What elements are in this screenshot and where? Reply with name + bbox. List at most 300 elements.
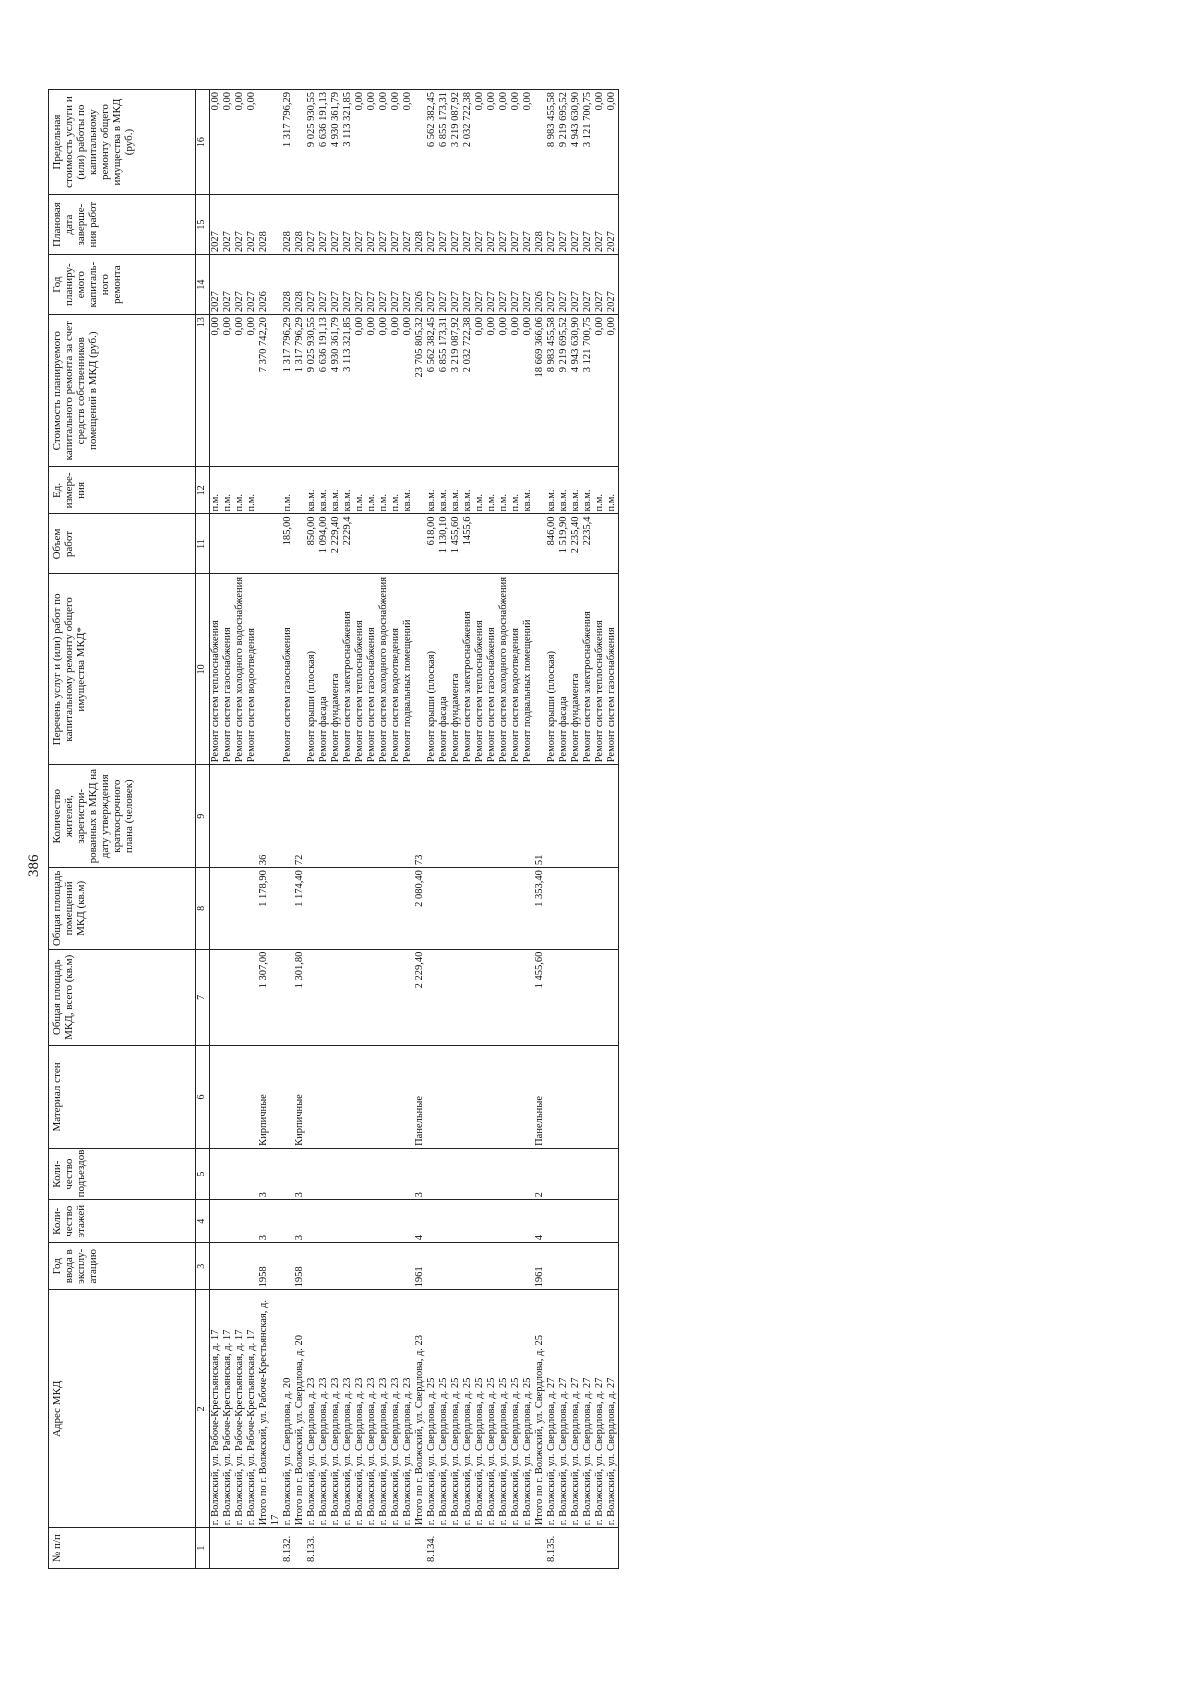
cell-col-11 [522,514,534,574]
cell-col-15: 2027 [306,195,318,255]
cell-col-12: п.м. [390,467,402,514]
cell-col-9 [246,765,258,868]
cell-col-3 [546,1243,558,1290]
cell-col-3 [306,1243,318,1290]
cell-col-12: п.м. [606,467,619,514]
cell-col-12 [534,467,546,514]
cell-col-14: 2027 [606,255,619,315]
page-number: 386 [26,854,42,877]
col-number: 8 [196,868,210,949]
cell-col-13: 0,00 [390,315,402,467]
cell-col-10: Ремонт систем газоснабжения [486,574,498,765]
cell-col-12: кв.м. [330,467,342,514]
cell-col-10: Ремонт подвальных помещений [402,574,414,765]
cell-col-13: 3 219 087,92 [450,315,462,467]
cell-col-12: п.м. [234,467,246,514]
cell-col-15: 2027 [570,195,582,255]
cell-col-14: 2028 [294,255,306,315]
cell-col-6 [438,1046,450,1149]
cell-col-15: 2027 [606,195,619,255]
cell-col-14: 2026 [534,255,546,315]
cell-col-1 [414,1528,426,1569]
cell-col-8 [330,868,342,949]
cell-col-10: Ремонт систем холодного водоснабжения [498,574,510,765]
cell-col-5 [438,1148,450,1199]
cell-col-9 [498,765,510,868]
cell-col-10: Ремонт систем холодного водоснабжения [234,574,246,765]
cell-col-13: 0,00 [474,315,486,467]
cell-col-12: кв.м. [426,467,438,514]
cell-col-8 [498,868,510,949]
cell-col-16: 6 562 382,45 [426,90,438,195]
cell-col-2: г. Волжский, ул. Рабоче-Крестьянская, д. 17 [246,1290,258,1528]
cell-col-14: 2026 [414,255,426,315]
cell-col-9 [594,765,606,868]
cell-col-3 [522,1243,534,1290]
cell-col-8 [234,868,246,949]
cell-col-1 [438,1528,450,1569]
cell-col-14: 2027 [390,255,402,315]
cell-col-7 [222,949,234,1045]
cell-col-9: 73 [414,765,426,868]
table-row [306,90,318,1569]
table-row [402,90,414,1569]
cell-col-4 [306,1200,318,1243]
cell-col-12: п.м. [210,467,223,514]
cell-col-14: 2027 [498,255,510,315]
cell-col-7 [210,949,223,1045]
cell-col-2: г. Волжский, ул. Свердлова, д. 23 [318,1290,330,1528]
cell-col-2: г. Волжский, ул. Свердлова, д. 23 [330,1290,342,1528]
table-row [510,90,522,1569]
cell-col-7 [522,949,534,1045]
cell-col-2: г. Волжский, ул. Свердлова, д. 25 [426,1290,438,1528]
cell-col-6 [498,1046,510,1149]
cell-col-15: 2027 [210,195,223,255]
cell-col-4 [282,1200,294,1243]
cell-col-14: 2027 [342,255,354,315]
cell-col-3 [426,1243,438,1290]
cell-col-13: 2 032 722,38 [462,315,474,467]
cell-col-1: 8.135. [546,1528,558,1569]
cell-col-8 [594,868,606,949]
cell-col-1 [510,1528,522,1569]
cell-col-10 [414,574,426,765]
cell-col-3 [606,1243,619,1290]
table-row [426,90,438,1569]
cell-col-10: Ремонт систем электроснабжения [462,574,474,765]
cell-col-14: 2027 [402,255,414,315]
cell-col-8 [510,868,522,949]
cell-col-5 [366,1148,378,1199]
table-row [462,90,474,1569]
cell-col-1 [462,1528,474,1569]
cell-col-16: 0,00 [510,90,522,195]
cell-col-15: 2027 [462,195,474,255]
cell-col-10: Ремонт фундамента [570,574,582,765]
cell-col-16: 0,00 [594,90,606,195]
cell-col-6 [546,1046,558,1149]
cell-col-9: 72 [294,765,306,868]
cell-col-3: 1961 [534,1243,546,1290]
cell-col-6 [246,1046,258,1149]
cell-col-8 [390,868,402,949]
cell-col-16: 1 317 796,29 [282,90,294,195]
col-header-15: Плановая дата заверше-ния работ [49,195,196,255]
cell-col-5 [390,1148,402,1199]
col-header-14: Год планиру-емого капиталь-ного ремонта [49,255,196,315]
cell-col-14: 2027 [546,255,558,315]
cell-col-11 [486,514,498,574]
cell-col-16: 6 855 173,31 [438,90,450,195]
cell-col-15: 2027 [486,195,498,255]
cell-col-10: Ремонт крыши (плоская) [306,574,318,765]
cell-col-12: кв.м. [582,467,594,514]
cell-col-5 [570,1148,582,1199]
cell-col-7 [582,949,594,1045]
cell-col-16: 3 113 321,85 [342,90,354,195]
cell-col-13: 0,00 [234,315,246,467]
cell-col-6 [462,1046,474,1149]
cell-col-14: 2027 [378,255,390,315]
cell-col-5 [234,1148,246,1199]
cell-col-3 [234,1243,246,1290]
cell-col-6 [594,1046,606,1149]
cell-col-15: 2027 [450,195,462,255]
col-number: 6 [196,1046,210,1149]
cell-col-12: п.м. [366,467,378,514]
col-header-11: Объем работ [49,514,196,574]
cell-col-2: г. Волжский, ул. Рабоче-Крестьянская, д. 17 [234,1290,246,1528]
cell-col-6: Кирпичные [294,1046,306,1149]
cell-col-10: Ремонт фундамента [450,574,462,765]
cell-col-16: 0,00 [474,90,486,195]
cell-col-14: 2027 [522,255,534,315]
cell-col-16: 0,00 [366,90,378,195]
cell-col-8 [606,868,619,949]
col-header-7: Общая площадь МКД, всего (кв.м) [49,949,196,1045]
col-number: 2 [196,1290,210,1528]
cell-col-6 [282,1046,294,1149]
cell-col-14: 2027 [594,255,606,315]
cell-col-12: п.м. [222,467,234,514]
col-number: 4 [196,1200,210,1243]
col-number: 10 [196,574,210,765]
cell-col-7 [546,949,558,1045]
cell-col-13: 0,00 [366,315,378,467]
table-row [246,90,258,1569]
cell-col-8 [342,868,354,949]
cell-col-10: Ремонт систем газоснабжения [282,574,294,765]
cell-col-8 [354,868,366,949]
cell-col-6: Кирпичные [258,1046,282,1149]
cell-col-2: г. Волжский, ул. Свердлова, д. 25 [522,1290,534,1528]
cell-col-16: 0,00 [246,90,258,195]
cell-col-1 [558,1528,570,1569]
table-row [522,90,534,1569]
cell-col-13: 1 317 796,29 [294,315,306,467]
table-row [486,90,498,1569]
table-row [318,90,330,1569]
cell-col-13: 0,00 [498,315,510,467]
cell-col-1 [210,1528,223,1569]
cell-col-11: 2229,4 [342,514,354,574]
cell-col-16: 0,00 [606,90,619,195]
cell-col-13: 6 562 382,45 [426,315,438,467]
cell-col-2: г. Волжский, ул. Свердлова, д. 20 [282,1290,294,1528]
cell-col-5 [486,1148,498,1199]
cell-col-1 [474,1528,486,1569]
cell-col-16: 0,00 [390,90,402,195]
cell-col-13: 0,00 [522,315,534,467]
cell-col-9 [546,765,558,868]
cell-col-16 [258,90,282,195]
cell-col-13: 6 636 191,13 [318,315,330,467]
col-header-8: Общая площадь помещений МКД (кв.м) [49,868,196,949]
cell-col-15: 2027 [222,195,234,255]
cell-col-3 [378,1243,390,1290]
cell-col-7 [594,949,606,1045]
cell-col-15: 2027 [546,195,558,255]
cell-col-12: кв.м. [402,467,414,514]
cell-col-1 [402,1528,414,1569]
cell-col-15: 2027 [582,195,594,255]
cell-col-15: 2027 [246,195,258,255]
cell-col-4 [210,1200,223,1243]
cell-col-2: г. Волжский, ул. Свердлова, д. 27 [582,1290,594,1528]
cell-col-5: 2 [534,1148,546,1199]
cell-col-11 [414,514,426,574]
cell-col-12: кв.м. [450,467,462,514]
cell-col-9 [366,765,378,868]
cell-col-6 [510,1046,522,1149]
cell-col-3 [222,1243,234,1290]
cell-col-12: кв.м. [462,467,474,514]
cell-col-2: Итого по г. Волжский, ул. Свердлова, д. 23 [414,1290,426,1528]
cell-col-7 [246,949,258,1045]
cell-col-11: 1 130,10 [438,514,450,574]
header-row [49,90,196,1569]
cell-col-9 [606,765,619,868]
cell-col-6 [306,1046,318,1149]
cell-col-1 [366,1528,378,1569]
cell-col-8: 2 080,40 [414,868,426,949]
cell-col-13: 9 219 695,52 [558,315,570,467]
cell-col-14: 2027 [330,255,342,315]
cell-col-14: 2027 [462,255,474,315]
col-number: 11 [196,514,210,574]
cell-col-14: 2027 [486,255,498,315]
cell-col-2: г. Волжский, ул. Свердлова, д. 23 [354,1290,366,1528]
cell-col-12: п.м. [510,467,522,514]
cell-col-16: 9 025 930,55 [306,90,318,195]
cell-col-15: 2028 [534,195,546,255]
cell-col-6 [402,1046,414,1149]
cell-col-3 [282,1243,294,1290]
table-row [498,90,510,1569]
cell-col-4 [330,1200,342,1243]
cell-col-3 [510,1243,522,1290]
table-row [450,90,462,1569]
cell-col-15: 2027 [390,195,402,255]
cell-col-12: кв.м. [438,467,450,514]
cell-col-2: г. Волжский, ул. Свердлова, д. 27 [594,1290,606,1528]
cell-col-13: 4 943 630,90 [570,315,582,467]
cell-col-11 [390,514,402,574]
cell-col-7 [330,949,342,1045]
cell-col-10: Ремонт систем газоснабжения [606,574,619,765]
cell-col-5 [282,1148,294,1199]
cell-col-4 [522,1200,534,1243]
cell-col-15: 2028 [294,195,306,255]
cell-col-12: кв.м. [522,467,534,514]
cell-col-8 [438,868,450,949]
table-row [570,90,582,1569]
table-row [594,90,606,1569]
cell-col-4 [606,1200,619,1243]
cell-col-14: 2027 [570,255,582,315]
cell-col-14: 2027 [210,255,223,315]
cell-col-12 [294,467,306,514]
cell-col-7 [486,949,498,1045]
cell-col-11 [210,514,223,574]
cell-col-5 [342,1148,354,1199]
cell-col-13: 0,00 [402,315,414,467]
cell-col-9 [378,765,390,868]
cell-col-9 [570,765,582,868]
cell-col-12: п.м. [354,467,366,514]
cell-col-1 [582,1528,594,1569]
table-row [378,90,390,1569]
cell-col-4 [570,1200,582,1243]
cell-col-4 [594,1200,606,1243]
cell-col-11 [402,514,414,574]
cell-col-13: 23 705 805,32 [414,315,426,467]
cell-col-7 [306,949,318,1045]
cell-col-1 [450,1528,462,1569]
cell-col-4 [318,1200,330,1243]
cell-col-13: 0,00 [510,315,522,467]
cell-col-7 [234,949,246,1045]
cell-col-7 [366,949,378,1045]
col-header-9: Количество жителей, зарегистри-рованных в МКД на дату утверждения краткосрочного плана (человек) [49,765,196,868]
cell-col-16: 4 930 361,79 [330,90,342,195]
cell-col-8 [402,868,414,949]
cell-col-13: 8 983 455,58 [546,315,558,467]
cell-col-4 [246,1200,258,1243]
cell-col-11 [294,514,306,574]
cell-col-15: 2027 [522,195,534,255]
table-row [474,90,486,1569]
cell-col-14: 2027 [474,255,486,315]
cell-col-6 [606,1046,619,1149]
cell-col-12: кв.м. [546,467,558,514]
cell-col-3 [390,1243,402,1290]
cell-col-7 [426,949,438,1045]
cell-col-1 [486,1528,498,1569]
cell-col-10: Ремонт систем водоотведения [510,574,522,765]
cell-col-3 [366,1243,378,1290]
cell-col-9 [234,765,246,868]
cell-col-15: 2027 [234,195,246,255]
cell-col-7 [378,949,390,1045]
cell-col-11: 1 094,00 [318,514,330,574]
table-row [606,90,619,1569]
cell-col-3 [570,1243,582,1290]
cell-col-10: Ремонт систем газоснабжения [366,574,378,765]
cell-col-11: 850,00 [306,514,318,574]
cell-col-16: 0,00 [354,90,366,195]
cell-col-1: 8.133. [306,1528,318,1569]
cell-col-7 [390,949,402,1045]
table-row [234,90,246,1569]
cell-col-16 [294,90,306,195]
cell-col-10 [294,574,306,765]
cell-col-2: г. Волжский, ул. Свердлова, д. 25 [486,1290,498,1528]
cell-col-9 [306,765,318,868]
cell-col-16: 8 983 455,58 [546,90,558,195]
cell-col-8: 1 174,40 [294,868,306,949]
table-row [438,90,450,1569]
cell-col-4 [498,1200,510,1243]
cell-col-12: кв.м. [558,467,570,514]
cell-col-3 [594,1243,606,1290]
cell-col-8 [450,868,462,949]
cell-col-6 [390,1046,402,1149]
cell-col-12: п.м. [486,467,498,514]
cell-col-6 [426,1046,438,1149]
cell-col-11: 1 519,90 [558,514,570,574]
cell-col-12: п.м. [246,467,258,514]
col-number: 7 [196,949,210,1045]
cell-col-15: 2027 [558,195,570,255]
cell-col-15: 2027 [342,195,354,255]
cell-col-4 [510,1200,522,1243]
cell-col-9 [330,765,342,868]
cell-col-6 [474,1046,486,1149]
cell-col-5: 3 [414,1148,426,1199]
cell-col-1 [354,1528,366,1569]
cell-col-13: 0,00 [486,315,498,467]
cell-col-13: 6 855 173,31 [438,315,450,467]
table-row [546,90,558,1569]
cell-col-11: 2 229,40 [330,514,342,574]
col-header-12: Ед. измере-ния [49,467,196,514]
cell-col-6 [222,1046,234,1149]
table-body [210,90,619,1569]
cell-col-6 [570,1046,582,1149]
cell-col-6: Панельные [534,1046,546,1149]
cell-col-1 [498,1528,510,1569]
cell-col-10: Ремонт фасада [318,574,330,765]
cell-col-16: 0,00 [498,90,510,195]
cell-col-14: 2027 [558,255,570,315]
cell-col-9 [462,765,474,868]
cell-col-2: Итого по г. Волжский, ул. Рабоче-Крестьянская, д. 17 [258,1290,282,1528]
cell-col-7 [318,949,330,1045]
cell-col-2: г. Волжский, ул. Свердлова, д. 25 [474,1290,486,1528]
cell-col-8 [378,868,390,949]
cell-col-5 [594,1148,606,1199]
cell-col-7 [474,949,486,1045]
cell-col-7 [558,949,570,1045]
cell-col-10 [258,574,282,765]
table-row [354,90,366,1569]
cell-col-5 [522,1148,534,1199]
cell-col-13: 4 930 361,79 [330,315,342,467]
cell-col-16: 0,00 [210,90,223,195]
cell-col-5 [402,1148,414,1199]
